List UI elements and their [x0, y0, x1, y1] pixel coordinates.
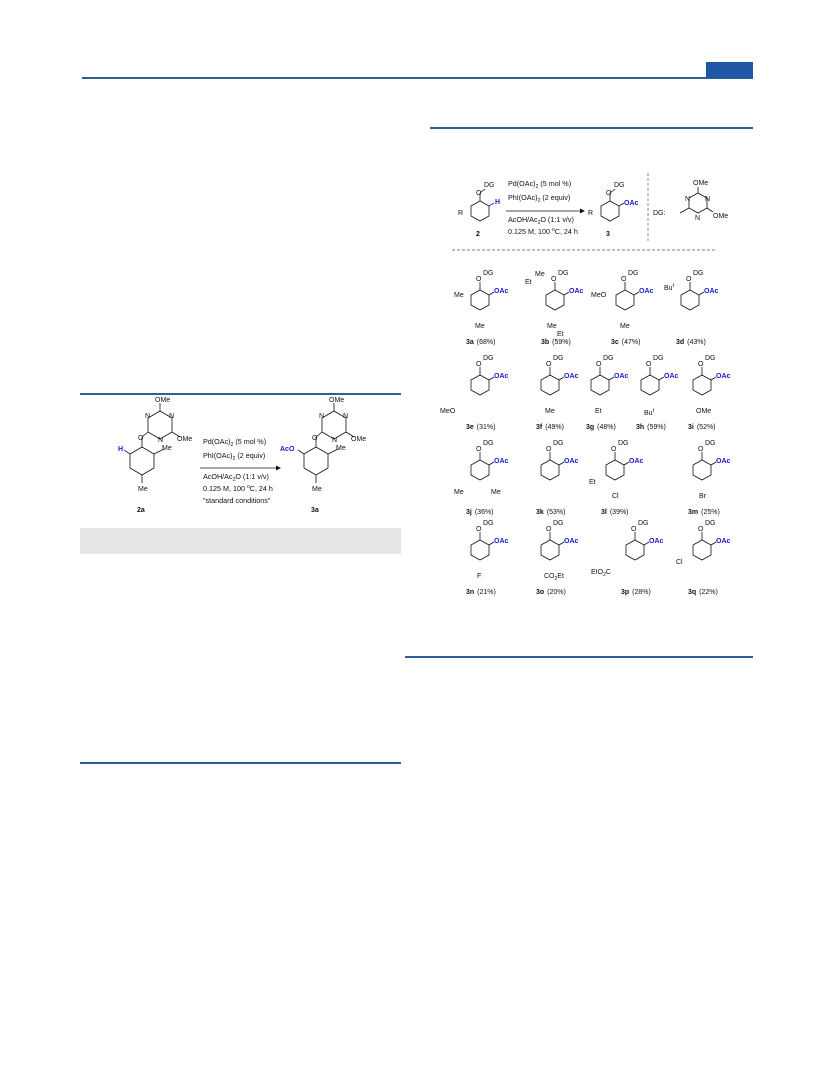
benzene-ring — [641, 375, 659, 395]
benzene-ring — [693, 375, 711, 395]
substituent-label: F — [477, 573, 482, 580]
o-label: O — [476, 276, 482, 283]
product-3f — [536, 355, 579, 431]
oac-label: OAc — [664, 373, 679, 380]
dg-label: DG — [483, 355, 494, 362]
dg-label: DG — [558, 270, 569, 277]
dg-label: DG — [628, 270, 639, 277]
n-label: N — [695, 215, 701, 222]
product-3p — [591, 520, 664, 596]
substituent-label: OMe — [696, 408, 712, 415]
product-label: 3p (28%) — [621, 589, 651, 596]
o-label: O — [646, 361, 652, 368]
oac-label: OAc — [564, 538, 579, 545]
benzene-ring — [471, 290, 489, 310]
dg-label: DG — [653, 355, 664, 362]
n-label: N — [145, 413, 151, 420]
compound-label-2: 2 — [476, 231, 480, 238]
product-label: 3o (20%) — [536, 589, 566, 596]
condition-oxidant: $PhI(OAc)_2$ (2 equiv) — [203, 451, 266, 462]
benzene-ring — [693, 460, 711, 480]
dg-label: DG — [553, 520, 564, 527]
oac-label: OAc — [716, 458, 731, 465]
ome-label: OMe — [693, 180, 709, 187]
me-label: Me — [138, 486, 148, 493]
product-label: 3l (39%) — [601, 509, 629, 516]
product-3q — [676, 520, 731, 596]
substituent-label: MeO — [591, 292, 607, 299]
benzene-ring — [471, 375, 489, 395]
o-label: O — [686, 276, 692, 283]
dg-label: DG — [603, 355, 614, 362]
h-label: H — [495, 199, 501, 206]
product-3c — [591, 270, 654, 346]
substituent-label: Me — [535, 271, 545, 278]
o-label: O — [546, 361, 552, 368]
n-label: N — [705, 196, 711, 203]
scheme-top-rule — [430, 127, 753, 129]
generic-product — [601, 189, 624, 221]
n-label: N — [169, 413, 175, 420]
o-label: O — [621, 276, 627, 283]
o-label: O — [476, 361, 482, 368]
substituent-label: Bu$^t$ — [664, 283, 674, 292]
dg-label: DG — [553, 355, 564, 362]
dg-label: DG — [693, 270, 704, 277]
product-3a — [454, 270, 509, 346]
product-3o — [536, 520, 579, 596]
oac-label: OAc — [569, 288, 584, 295]
ome-label: OMe — [155, 397, 171, 404]
product-label: 3q (22%) — [688, 589, 718, 596]
ome-label: OMe — [713, 213, 729, 220]
oac-label: OAc — [564, 373, 579, 380]
oac-label: OAc — [564, 458, 579, 465]
compound-label-3: 3 — [606, 231, 610, 238]
dg-label: DG — [705, 520, 716, 527]
o-label: O — [611, 446, 617, 453]
model-reaction-scheme — [80, 395, 401, 525]
condition-temp: 0.125 M, 100 $^o$C, 24 h — [203, 484, 273, 493]
dg-label: DG — [614, 182, 625, 189]
product-label: 3h (59%) — [636, 424, 666, 431]
product-label: 3d (43%) — [676, 339, 706, 346]
me-label: Me — [336, 445, 346, 452]
substituent-label: Me — [547, 323, 557, 330]
n-label: N — [158, 437, 164, 444]
o-label: O — [698, 526, 704, 533]
product-3b — [525, 270, 584, 346]
o-label: O — [476, 446, 482, 453]
benzene-ring — [541, 375, 559, 395]
benzene-ring — [591, 375, 609, 395]
dg-label: DG — [484, 182, 495, 189]
condition-oxidant: $PhI(OAc)_2$ (2 equiv) — [508, 193, 571, 204]
o-label: O — [546, 526, 552, 533]
substituent-label: Cl — [676, 559, 683, 566]
h-label: H — [118, 446, 124, 453]
r-label: R — [458, 210, 464, 217]
product-label: 3m (25%) — [688, 509, 720, 516]
benzene-ring — [471, 540, 489, 560]
product-3l — [589, 440, 644, 516]
generic-substrate — [471, 189, 494, 221]
n-label: N — [332, 437, 338, 444]
product-3h — [636, 355, 679, 431]
me-label: Me — [162, 445, 172, 452]
condition-solvent: AcOH/$Ac_2O$ (1:1 v/v) — [508, 215, 574, 226]
benzene-ring — [606, 460, 624, 480]
substituent-label: Br — [699, 493, 706, 500]
o-label: O — [138, 435, 144, 442]
ome-label: OMe — [329, 397, 345, 404]
product-3g — [586, 355, 629, 431]
products-grid — [440, 270, 731, 596]
oac-label: OAc — [494, 373, 509, 380]
dg-definition-label: DG: — [653, 210, 666, 217]
product-label: 3a (68%) — [466, 339, 496, 346]
substituent-label: Me — [454, 489, 464, 496]
substituent-label: Et — [557, 331, 564, 338]
oac-label: OAc — [614, 373, 629, 380]
table-header-bar — [80, 528, 401, 554]
dg-label: DG — [638, 520, 649, 527]
oac-label: OAc — [494, 288, 509, 295]
arrow-head — [276, 466, 281, 471]
benzene-ring — [541, 460, 559, 480]
n-label: N — [685, 196, 691, 203]
dg-label: DG — [618, 440, 629, 447]
product-label: 3i (52%) — [688, 424, 716, 431]
benzene-ring — [626, 540, 644, 560]
product-label: 3k (53%) — [536, 509, 566, 516]
left-section-rule — [80, 762, 401, 764]
product-3e — [440, 355, 509, 431]
r-label: R — [588, 210, 594, 217]
benzene-ring — [693, 540, 711, 560]
product-label: 3b (59%) — [541, 339, 571, 346]
substrate-scope-scheme — [440, 165, 753, 605]
me-label: Me — [312, 486, 322, 493]
ome-label: OMe — [351, 436, 367, 443]
oac-label: OAc — [639, 288, 654, 295]
product-label: 3g (48%) — [586, 424, 616, 431]
substituent-label: Me — [620, 323, 630, 330]
o-label: O — [312, 435, 318, 442]
o-label: O — [698, 446, 704, 453]
condition-solvent: AcOH/$Ac_2O$ (1:1 v/v) — [203, 472, 269, 483]
o-label: O — [606, 190, 612, 197]
product-3d — [664, 270, 719, 346]
compound-label-2a: 2a — [137, 507, 145, 514]
product-3i — [688, 355, 731, 431]
product-label: 3n (21%) — [466, 589, 496, 596]
benzene-ring — [471, 460, 489, 480]
arrow-head — [580, 209, 585, 214]
substituent-label: Et — [595, 408, 602, 415]
dg-label: DG — [705, 355, 716, 362]
o-label: O — [551, 276, 557, 283]
product-label: 3e (31%) — [466, 424, 496, 431]
substituent-label: Bu$^t$ — [644, 408, 654, 417]
oac-label: OAc — [629, 458, 644, 465]
substituent-label: $CO_2Et$ — [544, 573, 564, 582]
benzene-ring — [616, 290, 634, 310]
o-label: O — [546, 446, 552, 453]
compound-label-3a: 3a — [311, 507, 319, 514]
oac-label: OAc — [494, 458, 509, 465]
benzene-ring — [546, 290, 564, 310]
product-3n — [466, 520, 509, 596]
oac-label: OAc — [494, 538, 509, 545]
substituent-label: EtO$_2$C — [591, 569, 611, 578]
substituent-label: Et — [525, 279, 532, 286]
aco-label: AcO — [280, 446, 295, 453]
dg-label: DG — [483, 520, 494, 527]
dg-label: DG — [483, 440, 494, 447]
dg-label: DG — [705, 440, 716, 447]
oac-label: OAc — [704, 288, 719, 295]
oac-label: OAc — [716, 373, 731, 380]
oac-label: OAc — [649, 538, 664, 545]
condition-catalyst: $Pd(OAc)_2$ (5 mol %) — [203, 437, 267, 448]
substituent-label: Me — [454, 292, 464, 299]
scheme-bottom-rule — [405, 656, 753, 658]
n-label: N — [343, 413, 349, 420]
substituent-label: Me — [475, 323, 485, 330]
o-label: O — [631, 526, 637, 533]
condition-temp: 0.125 M, 100 $^o$C, 24 h — [508, 227, 578, 236]
product-3k — [536, 440, 579, 516]
header-rule — [82, 77, 753, 79]
n-label: N — [319, 413, 325, 420]
substituent-label: Me — [491, 489, 501, 496]
product-3j — [454, 440, 509, 516]
oac-label: OAc — [624, 200, 639, 207]
product-3m — [688, 440, 731, 516]
o-label: O — [698, 361, 704, 368]
product-label: 3c (47%) — [611, 339, 641, 346]
o-label: O — [476, 190, 482, 197]
benzene-ring — [541, 540, 559, 560]
condition-note: "standard conditions" — [203, 496, 271, 505]
substituent-label: MeO — [440, 408, 456, 415]
dg-label: DG — [483, 270, 494, 277]
oac-label: OAc — [716, 538, 731, 545]
product-label: 3j (36%) — [466, 509, 494, 516]
substituent-label: Cl — [612, 493, 619, 500]
substituent-label: Me — [545, 408, 555, 415]
benzene-ring — [681, 290, 699, 310]
substituent-label: Et — [589, 479, 596, 486]
condition-catalyst: $Pd(OAc)_2$ (5 mol %) — [508, 179, 572, 190]
dg-label: DG — [553, 440, 564, 447]
product-label: 3f (49%) — [536, 424, 564, 431]
ome-label: OMe — [177, 436, 193, 443]
o-label: O — [596, 361, 602, 368]
o-label: O — [476, 526, 482, 533]
header-tab — [706, 62, 753, 78]
